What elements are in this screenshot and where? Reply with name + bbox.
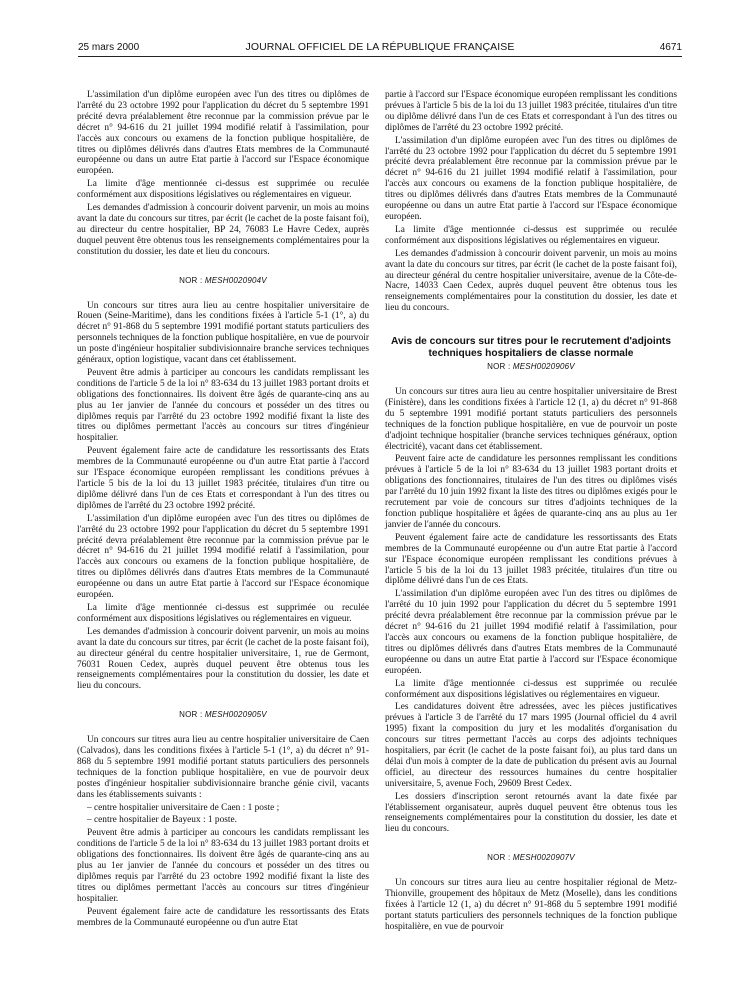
nor-label: NOR : [179,710,203,720]
nor-label: NOR : [179,275,203,285]
nor-reference [77,276,369,287]
nor-label: NOR : [487,853,511,863]
header-date: 25 mars 2000 [78,42,140,53]
paragraph: L'assimilation d'un diplôme européen avec l'un des titres ou diplômes de l'arrêté du 10 juin 1992 pour l'application du décret du 5 septembre 1991 précité devra préalablement être reconnue par la commission prévue par le décret n° 94-616 du 21 juillet 1994 modifié relatif à l'assimilation, pour l'accès aux concours ou examens de la fonction publique hospitalière, de titres ou diplômes délivrés dans d'autres Etats membres de la Communauté européenne ou dans un autre Etat partie à l'accord sur l'Espace économique européen. [385,589,677,676]
paragraph: partie à l'accord sur l'Espace économique européen remplissant les conditions prévues à l'article 5 bis de la loi du 13 juillet 1983 précitée, titulaires d'un titre ou diplôme délivré dans l'un de ces Etats et correspondant à l'un des titres ou diplômes de l'arrêté du 23 octobre 1992 précité. [385,90,677,133]
paragraph: La limite d'âge mentionnée ci-dessus est supprimée ou reculée conformément aux dispositions législatives ou réglementaires en vigueur. [385,678,677,700]
paragraph: Les demandes d'admission à concourir doivent parvenir, un mois au moins avant la date du concours sur titres, par écrit (le cachet de la poste faisant foi), au directeur général du centre hospitalier universitaire, 1, rue de Germont, 76031 Rouen Cedex, auprès duquel peuvent être obtenus tous les renseignements complémentaires pour la constitution du dossier, les date et lieu du concours. [77,626,369,692]
nor-reference [385,362,677,373]
nor-reference [77,710,369,721]
paragraph: Un concours sur titres aura lieu au centre hospitalier universitaire de Brest (Finistère), dans les conditions fixées à l'article 12 (1, a) du décret n° 91-868 du 5 septembre 1991 modifié portant statuts particuliers des personnels techniques de la fonction publique hospitalière, en vue de pourvoir un poste d'adjoint technique hospitalier (branche services techniques généraux, option électricité), vacant dans cet établissement. [385,387,677,452]
paragraph: Un concours sur titres aura lieu au centre hospitalier universitaire de Rouen (Seine-Maritime), dans les conditions fixées à l'article 5-1 (1°, a) du décret n° 91-868 du 5 septembre 1991 modifié portant statuts particuliers des personnels techniques de la fonction publique hospitalière, en vue de pourvoir un poste d'ingénieur hospitalier subdivisionnaire branche services techniques généraux, option logistique, vacant dans cet établissement. [77,300,369,366]
paragraph: La limite d'âge mentionnée ci-dessus est supprimée ou reculée conformément aux dispositions législatives ou réglementaires en vigueur. [77,602,369,624]
list-item: – centre hospitalier universitaire de Caen : 1 poste ; [87,802,280,813]
nor-code: MESH0020907V [512,853,575,863]
nor-label: NOR : [487,362,511,372]
right-column [385,90,677,935]
paragraph: La limite d'âge mentionnée ci-dessus est supprimée ou reculée conformément aux dispositions législatives ou réglementaires en vigueur. [77,179,369,201]
paragraph: L'assimilation d'un diplôme européen avec l'un des titres ou diplômes de l'arrêté du 23 octobre 1992 pour l'application du décret du 5 septembre 1991 précité devra préalablement être reconnue par la commission prévue par le décret n° 94-616 du 21 juillet 1994 modifié relatif à l'assimilation, pour l'accès aux concours ou examens de la fonction publique hospitalière, de titres ou diplômes délivrés dans d'autres Etats membres de la Communauté européenne ou dans un autre Etat partie à l'accord sur l'Espace économique européen. [77,90,369,177]
nor-reference [385,853,677,864]
paragraph: Peuvent être admis à participer au concours les candidats remplissant les conditions de l'article 5 de la loi n° 83-634 du 13 juillet 1983 portant droits et obligations des fonctionnaires. Ils doivent être âgés de quarante-cinq ans au plus au 1er janvier de l'année du concours et posséder un des titres ou diplômes requis par l'arrêté du 23 octobre 1992 modifié fixant la liste des titres ou diplômes permettant l'accès au concours sur titres d'ingénieur hospitalier. [77,828,369,904]
list-item: – centre hospitalier de Bayeux : 1 poste. [87,815,237,826]
paragraph: Les demandes d'admission à concourir doivent parvenir, un mois au moins avant la date du concours sur titres, par écrit (le cachet de la poste faisant foi), au directeur général du centre hospitalier universitaire, avenue de la Côte-de-Nacre, 14033 Caen Cedex, auprès duquel peuvent être obtenus tous les renseignements complémentaires pour la constitution du dossier, les date et lieu du concours. [385,248,677,314]
paragraph: Peuvent également faire acte de candidature les ressortissants des Etats membres de la Communauté européenne ou d'un autre Etat partie à l'accord sur l'Espace économique européen remplissant les conditions prévues à l'article 5 bis de la loi du 13 juillet 1983 précitée, titulaires d'un titre ou diplôme délivré dans l'un de ces Etats. [385,532,677,587]
nor-code: MESH0020905V [204,710,267,720]
paragraph: Peuvent également faire acte de candidature les ressortissants des Etats membres de la Communauté européenne ou d'un autre Etat partie à l'accord sur l'Espace économique européen remplissant les conditions prévues à l'article 5 bis de la loi du 13 juillet 1983 précitée, titulaires d'un titre ou diplôme délivré dans l'un de ces Etats et correspondant à l'un des titres ou diplômes de l'arrêté du 23 octobre 1992 précité. [77,446,369,511]
nor-code: MESH0020904V [204,275,267,285]
paragraph: Les dossiers d'inscription seront retournés avant la date fixée par l'établissement organisateur, auprès duquel peuvent être obtenus tous les renseignements complémentaires pour la constitution du dossier, les date et lieu du concours. [385,791,677,835]
paragraph: Un concours sur titres aura lieu au centre hospitalier régional de Metz-Thionville, groupement des hôpitaux de Metz (Moselle), dans les conditions fixées à l'article 12 (1, a) du décret n° 91-868 du 5 septembre 1991 modifié portant statuts particuliers des personnels techniques de la fonction publique hospitalière, en vue de pourvoir [385,878,677,932]
paragraph: La limite d'âge mentionnée ci-dessus est supprimée ou reculée conformément aux dispositions législatives ou réglementaires en vigueur. [385,224,677,246]
journal-title: JOURNAL OFFICIEL DE LA RÉPUBLIQUE FRANÇAISE [245,41,515,53]
left-column [77,90,369,931]
paragraph: Un concours sur titres aura lieu au centre hospitalier universitaire de Caen (Calvados), dans les conditions fixées à l'article 5-1 (1°, a) du décret n° 91-868 du 5 septembre 1991 modifié portant statuts particuliers des personnels techniques de la fonction publique hospitalière, en vue de pourvoir deux postes d'ingénieur hospitalier subdivisionnaire branche génie civil, vacants dans les établissements suivants : [77,735,369,800]
page-header [78,40,682,57]
paragraph: Peuvent faire acte de candidature les personnes remplissant les conditions prévues à l'article 5 de la loi n° 83-634 du 13 juillet 1983 portant droits et obligations des fonctionnaires, titulaires de l'un des titres ou diplômes visés par l'arrêté du 10 juin 1992 fixant la liste des titres ou diplômes exigés pour le recrutement par voie de concours sur titres d'adjoints techniques de la fonction publique hospitalière et âgées de quarante-cinq ans au plus au 1er janvier de l'année du concours. [385,454,677,530]
paragraph: Les candidatures doivent être adressées, avec les pièces justificatives prévues à l'article 3 de l'arrêté du 17 mars 1995 (Journal officiel du 4 avril 1995) fixant la composition du jury et les modalités d'organisation du concours sur titres permettant l'accès au corps des adjoints techniques hospitaliers, par écrit (le cachet de la poste faisant foi), au plus tard dans un délai d'un mois à compter de la date de publication du présent avis au Journal officiel, au directeur des ressources humaines du centre hospitalier universitaire, 5, avenue Foch, 29609 Brest Cedex. [385,702,677,789]
paragraph: L'assimilation d'un diplôme européen avec l'un des titres ou diplômes de l'arrêté du 23 octobre 1992 pour l'application du décret du 5 septembre 1991 précité devra préalablement être reconnue par la commission prévue par le décret n° 94-616 du 21 juillet 1994 modifié relatif à l'assimilation, pour l'accès aux concours ou examens de la fonction publique hospitalière, de titres ou diplômes délivrés dans d'autres Etats membres de la Communauté européenne ou dans un autre Etat partie à l'accord sur l'Espace économique européen. [77,513,369,601]
paragraph: L'assimilation d'un diplôme européen avec l'un des titres ou diplômes de l'arrêté du 23 octobre 1992 pour l'application du décret du 5 septembre 1991 précité devra préalablement être reconnue par la commission prévue par le décret n° 94-616 du 21 juillet 1994 modifié relatif à l'assimilation, pour l'accès aux concours ou examens de la fonction publique hospitalière, de titres ou diplômes délivrés dans d'autres Etats membres de la Communauté européenne ou dans un autre Etat partie à l'accord sur l'Espace économique européen. [385,135,677,222]
paragraph: Les demandes d'admission à concourir doivent parvenir, un mois au moins avant la date du concours sur titres, par écrit (le cachet de la poste faisant foi), au directeur du centre hospitalier, BP 24, 76083 Le Havre Cedex, auprès duquel peuvent être obtenus tous les renseignements complémentaires pour la constitution du dossier, les date et lieu du concours. [77,203,369,257]
paragraph: Peuvent être admis à participer au concours les candidats remplissant les conditions de l'article 5 de la loi n° 83-634 du 13 juillet 1983 portant droits et obligations des fonctionnaires. Ils doivent être âgés de quarante-cinq ans au plus au 1er janvier de l'année du concours et posséder un des titres ou diplômes requis par l'arrêté du 23 octobre 1992 modifié fixant la liste des titres ou diplômes permettant l'accès au concours sur titres d'ingénieur hospitalier. [77,367,369,444]
paragraph: Peuvent également faire acte de candidature les ressortissants des Etats membres de la Communauté européenne ou d'un autre Etat [77,906,369,928]
notice-title: Avis de concours sur titres pour le recrutement d'adjoints techniques hospitaliers de classe normale [390,336,671,360]
page-number: 4671 [659,42,682,53]
nor-code: MESH0020906V [512,362,575,372]
